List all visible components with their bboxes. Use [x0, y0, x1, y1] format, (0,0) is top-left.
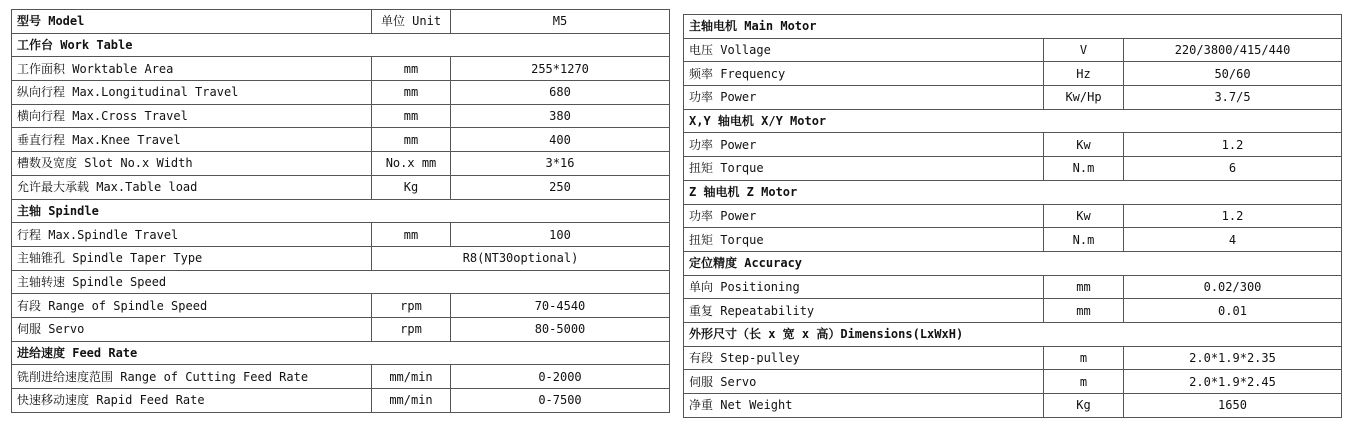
spec-value: 80-5000	[451, 317, 670, 341]
spec-unit: mm/min	[372, 365, 451, 389]
spec-unit: mm	[1044, 275, 1124, 299]
spec-label: 扭矩 Torque	[684, 228, 1044, 252]
spec-label: 频率 Frequency	[684, 62, 1044, 86]
spec-table-left	[11, 9, 670, 413]
spec-value: 1.2	[1124, 133, 1342, 157]
table-row	[684, 275, 1342, 299]
spec-label: 铣削进给速度范围 Range of Cutting Feed Rate	[12, 365, 372, 389]
spec-value: 0-7500	[451, 389, 670, 413]
spec-label: 重复 Repeatability	[684, 299, 1044, 323]
table-row	[684, 133, 1342, 157]
spec-unit: Kg	[1044, 394, 1124, 418]
table-row	[12, 128, 670, 152]
section-title: 主轴 Spindle	[12, 199, 670, 223]
section-title: 定位精度 Accuracy	[684, 251, 1342, 275]
spec-label: 主轴锥孔 Spindle Taper Type	[12, 246, 372, 270]
spec-label: 槽数及宽度 Slot No.x Width	[12, 152, 372, 176]
spec-label: 快速移动速度 Rapid Feed Rate	[12, 389, 372, 413]
spec-value: 0.02/300	[1124, 275, 1342, 299]
spec-value: 0-2000	[451, 365, 670, 389]
table-row	[12, 317, 670, 341]
table-row	[684, 86, 1342, 110]
spec-value: 3*16	[451, 152, 670, 176]
spec-table	[11, 9, 670, 413]
spec-unit: No.x mm	[372, 152, 451, 176]
spec-unit: m	[1044, 370, 1124, 394]
table-row	[12, 389, 670, 413]
spec-unit: mm	[372, 223, 451, 247]
spec-label: 纵向行程 Max.Longitudinal Travel	[12, 81, 372, 105]
section-title: 主轴电机 Main Motor	[684, 15, 1342, 39]
model-header-label: 型号 Model	[12, 10, 372, 34]
section-header-row	[12, 270, 670, 294]
spec-unit: V	[1044, 38, 1124, 62]
spec-unit: Kg	[372, 175, 451, 199]
spec-value: 6	[1124, 157, 1342, 181]
spec-unit: mm	[1044, 299, 1124, 323]
section-header-row	[12, 341, 670, 365]
spec-label: 电压 Vollage	[684, 38, 1044, 62]
spec-unit: Kw/Hp	[1044, 86, 1124, 110]
table-row	[684, 62, 1342, 86]
spec-unit: mm/min	[372, 389, 451, 413]
table-row	[12, 104, 670, 128]
spec-label: 伺服 Servo	[12, 317, 372, 341]
table-row	[684, 228, 1342, 252]
table-row	[684, 204, 1342, 228]
spec-unit: N.m	[1044, 228, 1124, 252]
spec-label: 扭矩 Torque	[684, 157, 1044, 181]
spec-value: 380	[451, 104, 670, 128]
spec-value: 70-4540	[451, 294, 670, 318]
spec-unit: mm	[372, 104, 451, 128]
section-title: 进给速度 Feed Rate	[12, 341, 670, 365]
spec-label: 工作面积 Worktable Area	[12, 57, 372, 81]
spec-value: 50/60	[1124, 62, 1342, 86]
spec-value: 1.2	[1124, 204, 1342, 228]
spec-value: 3.7/5	[1124, 86, 1342, 110]
spec-unit: Kw	[1044, 133, 1124, 157]
table-row	[684, 346, 1342, 370]
spec-unit: rpm	[372, 294, 451, 318]
spec-label: 净重 Net Weight	[684, 394, 1044, 418]
spec-value: 0.01	[1124, 299, 1342, 323]
spec-unit: Hz	[1044, 62, 1124, 86]
spec-value: R8(NT30optional)	[372, 246, 670, 270]
section-title: X,Y 轴电机 X/Y Motor	[684, 109, 1342, 133]
spec-value: 220/3800/415/440	[1124, 38, 1342, 62]
table-row	[684, 394, 1342, 418]
spec-unit: rpm	[372, 317, 451, 341]
table-row	[684, 157, 1342, 181]
spec-value: 1650	[1124, 394, 1342, 418]
section-header-row	[684, 322, 1342, 346]
spec-label: 有段 Range of Spindle Speed	[12, 294, 372, 318]
section-title: 主轴转速 Spindle Speed	[12, 270, 670, 294]
table-row	[12, 152, 670, 176]
spec-table-right	[683, 9, 1342, 418]
section-header-row	[684, 109, 1342, 133]
spec-label: 横向行程 Max.Cross Travel	[12, 104, 372, 128]
spec-label: 单向 Positioning	[684, 275, 1044, 299]
spec-label: 允许最大承载 Max.Table load	[12, 175, 372, 199]
model-value: M5	[451, 10, 670, 34]
section-header-row	[684, 180, 1342, 204]
spec-label: 行程 Max.Spindle Travel	[12, 223, 372, 247]
spec-unit: mm	[372, 128, 451, 152]
spec-label: 垂直行程 Max.Knee Travel	[12, 128, 372, 152]
spec-label: 功率 Power	[684, 204, 1044, 228]
spec-unit: N.m	[1044, 157, 1124, 181]
spec-label: 有段 Step-pulley	[684, 346, 1044, 370]
table-row	[684, 38, 1342, 62]
spec-unit: m	[1044, 346, 1124, 370]
table-row	[12, 81, 670, 105]
section-title: Z 轴电机 Z Motor	[684, 180, 1342, 204]
table-row	[12, 246, 670, 270]
table-row	[12, 175, 670, 199]
spec-value: 2.0*1.9*2.35	[1124, 346, 1342, 370]
unit-header-label: 单位 Unit	[372, 10, 451, 34]
spec-value: 4	[1124, 228, 1342, 252]
section-header-row	[12, 33, 670, 57]
table-header-row	[12, 10, 670, 34]
table-row	[12, 223, 670, 247]
spec-value: 250	[451, 175, 670, 199]
spec-value: 255*1270	[451, 57, 670, 81]
table-row	[12, 294, 670, 318]
spec-value: 400	[451, 128, 670, 152]
spec-value: 680	[451, 81, 670, 105]
table-row	[684, 299, 1342, 323]
section-header-row	[684, 251, 1342, 275]
table-row	[12, 365, 670, 389]
spec-label: 功率 Power	[684, 133, 1044, 157]
section-title: 工作台 Work Table	[12, 33, 670, 57]
spec-unit: mm	[372, 81, 451, 105]
spec-value: 100	[451, 223, 670, 247]
spec-table	[683, 14, 1342, 418]
section-header-row	[684, 15, 1342, 39]
table-row	[12, 57, 670, 81]
spec-unit: mm	[372, 57, 451, 81]
spec-unit: Kw	[1044, 204, 1124, 228]
spec-label: 功率 Power	[684, 86, 1044, 110]
spec-value: 2.0*1.9*2.45	[1124, 370, 1342, 394]
section-header-row	[12, 199, 670, 223]
section-title: 外形尺寸（长 x 宽 x 高）Dimensions(LxWxH)	[684, 322, 1342, 346]
spec-label: 伺服 Servo	[684, 370, 1044, 394]
table-row	[684, 370, 1342, 394]
